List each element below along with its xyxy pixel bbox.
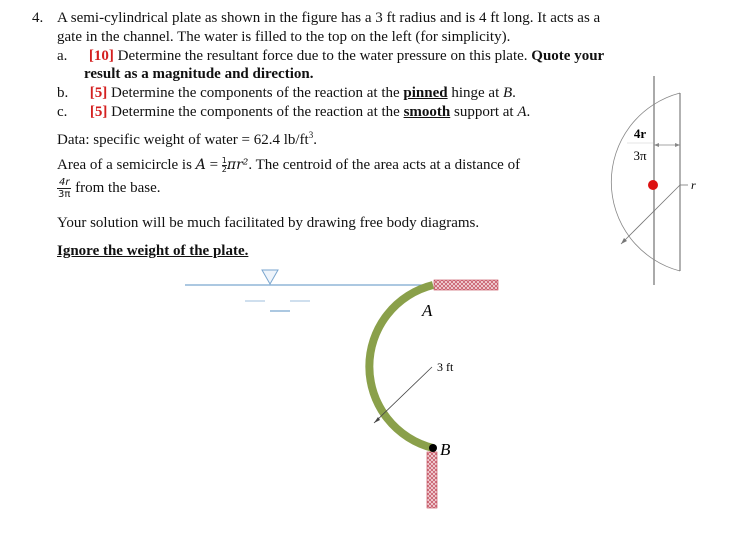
data-line bbox=[57, 130, 317, 149]
part-c-end: . bbox=[526, 104, 531, 120]
centroid-inset-figure bbox=[580, 60, 734, 300]
problem-intro-line1: A semi-cylindrical plate as shown in the figure has a 3 ft radius and is 4 ft long. It acts as a bbox=[57, 10, 601, 26]
part-c-text: Determine the components of the reaction at the bbox=[107, 104, 404, 120]
bottom-wall bbox=[427, 452, 437, 508]
part-a-bold: Quote your bbox=[531, 48, 605, 64]
hinge-b bbox=[429, 444, 437, 452]
part-a-text: Determine the resultant force due to the water pressure on this plate. bbox=[113, 48, 532, 64]
gate-figure bbox=[170, 260, 510, 550]
part-b-text: Determine the components of the reaction at the bbox=[107, 85, 404, 101]
water-level-icon bbox=[262, 270, 278, 284]
part-c bbox=[57, 104, 530, 121]
part-a-letter: a. bbox=[57, 48, 68, 64]
label-b: B bbox=[440, 440, 451, 459]
part-b-end: . bbox=[512, 85, 516, 101]
part-a bbox=[57, 48, 604, 65]
part-b-point: B bbox=[503, 85, 513, 101]
inset-radius-label: r bbox=[691, 178, 696, 192]
data-text: Data: specific weight of water = 62.4 lb/ft bbox=[57, 132, 309, 148]
half-fraction: $\frac{1}{2}$ bbox=[221, 156, 227, 175]
part-c-emphasis: smooth bbox=[403, 104, 451, 120]
part-b bbox=[57, 85, 516, 102]
part-c-point: A bbox=[517, 104, 527, 120]
part-b-text-after: hinge at bbox=[447, 85, 503, 101]
area-line bbox=[57, 157, 520, 174]
centroid-line bbox=[57, 177, 161, 200]
area-eq: = bbox=[205, 157, 222, 173]
part-b-letter: b. bbox=[57, 85, 69, 101]
data-exponent: 3 bbox=[308, 130, 314, 140]
part-a-points: [10] bbox=[88, 48, 114, 64]
problem-intro-line2: gate in the channel. The water is filled to the top on the left (for simplicity). bbox=[57, 29, 511, 45]
ignore-weight-note: Ignore the weight of the plate. bbox=[57, 243, 249, 259]
area-text2: . The centroid of the area acts at a distance of bbox=[248, 157, 521, 173]
centroid-dot bbox=[648, 180, 658, 190]
radius-line bbox=[621, 185, 680, 244]
top-wall bbox=[434, 280, 498, 290]
data-end: . bbox=[313, 132, 317, 148]
label-a: A bbox=[422, 301, 433, 320]
inset-centroid-den: 3π bbox=[633, 148, 647, 163]
part-c-letter: c. bbox=[57, 104, 68, 120]
area-text: Area of a semicircle is bbox=[57, 157, 196, 173]
part-c-points: [5] bbox=[89, 104, 108, 120]
part-b-points: [5] bbox=[89, 85, 108, 101]
area-var: A bbox=[195, 157, 206, 173]
radius-dimension bbox=[374, 367, 432, 423]
part-a-bold-line2: result as a magnitude and direction. bbox=[84, 66, 314, 82]
area-formula: πr² bbox=[226, 157, 249, 173]
centroid-fraction: $\frac{4r}{3\pi}$ bbox=[58, 177, 71, 200]
part-b-emphasis: pinned bbox=[403, 85, 448, 101]
fbd-note: Your solution will be much facilitated by drawing free body diagrams. bbox=[57, 215, 480, 231]
problem-number: 4. bbox=[32, 10, 44, 26]
centroid-text: from the base. bbox=[71, 179, 161, 196]
radius-label: 3 ft bbox=[437, 360, 454, 374]
semicircle-arc bbox=[611, 93, 680, 271]
inset-centroid-num: 4r bbox=[633, 126, 647, 141]
part-c-text-after: support at bbox=[450, 104, 518, 120]
